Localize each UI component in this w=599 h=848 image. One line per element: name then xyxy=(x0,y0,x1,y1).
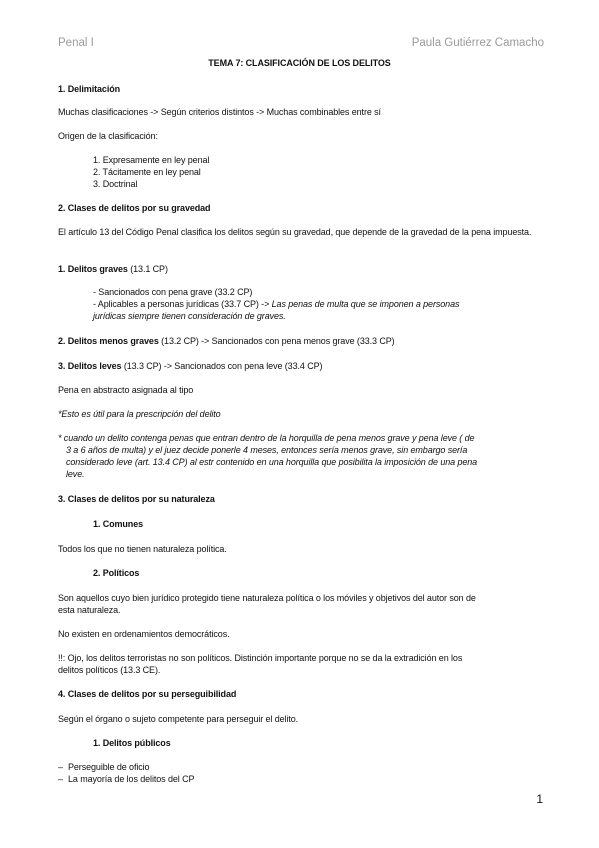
public-crimes-item-1 xyxy=(58,761,149,774)
section-2-paragraph-1: El artículo 13 del Código Penal clasifica los delitos según su gravedad, que depende de la gravedad de la pena impuesta. xyxy=(58,227,532,237)
common-crimes-paragraph: Todos los que no tienen naturaleza política. xyxy=(58,544,227,554)
common-crimes-subheading xyxy=(93,518,143,531)
origin-list-item-3: 3. Doctrinal xyxy=(93,179,138,189)
minor-crimes-label: 3. Delitos leves xyxy=(58,361,122,371)
grave-crimes-point-b xyxy=(93,298,459,311)
political-crimes-paragraph-line-1: Son aquellos cuyo bien jurídico protegido tiene naturaleza política o los móviles y objetivos del autor son de xyxy=(58,593,476,603)
less-grave-crimes-text: (13.2 CP) -> Sancionados con pena menos grave (33.3 CP) xyxy=(158,336,395,346)
minor-crimes-text: (13.3 CP) -> Sancionados con pena leve (33.4 CP) xyxy=(121,361,323,371)
section-2-paragraph-2: Pena en abstracto asignada al tipo xyxy=(58,385,194,395)
document-title: TEMA 7: CLASIFICACIÓN DE LOS DELITOS xyxy=(208,58,391,68)
page-number: 1 xyxy=(536,792,543,806)
header-course: Penal I xyxy=(58,37,94,49)
grave-crimes-reference: (13.1 CP) xyxy=(127,264,168,274)
section-4-heading: 4. Clases de delitos por su perseguibilidad xyxy=(58,689,237,699)
note-penalty-line-4: leve. xyxy=(66,469,85,479)
origin-list-item-1: 1. Expresamente en ley penal xyxy=(93,155,210,165)
grave-crimes-point-a: - Sancionados con pena grave (33.2 CP) xyxy=(93,287,253,297)
header-author: Paula Gutiérrez Camacho xyxy=(411,37,544,49)
note-penalty-line-2: 3 a 6 años de multa) y el juez decide ponerle 4 meses, entonces sería menos grave, sin embargo sería xyxy=(66,445,468,455)
note-penalty-line-1: * cuando un delito contenga penas que entran dentro de la horquilla de pena menos grave y pena leve ( de xyxy=(58,433,475,443)
public-crimes-item-2-text: La mayoría de los delitos del CP xyxy=(68,774,195,784)
section-1-heading: 1. Delimitación xyxy=(58,84,121,94)
note-prescription: *Esto es útil para la prescripción del delito xyxy=(58,409,221,419)
political-crimes-label: 2. Políticos xyxy=(93,568,140,578)
note-penalty-line-3: considerado leve (art. 13.4 CP) al estr contenido en una horquilla que posibilita la imposición de una pena xyxy=(66,457,478,467)
public-crimes-subheading xyxy=(93,737,171,750)
section-1-paragraph-2: Origen de la clasificación: xyxy=(58,131,158,141)
less-grave-crimes xyxy=(58,335,395,348)
section-1-paragraph-1: Muchas clasificaciones -> Según criterios distintos -> Muchas combinables entre sí xyxy=(58,107,381,117)
public-crimes-label: 1. Delitos públicos xyxy=(93,738,171,748)
political-crimes-subheading xyxy=(93,567,139,580)
terrorism-note-line-2: delitos políticos (13.3 CE). xyxy=(58,665,161,675)
grave-crimes-point-b-italic: Las penas de multa que se imponen a personas xyxy=(271,299,460,309)
section-4-paragraph: Según el órgano o sujeto competente para perseguir el delito. xyxy=(58,714,299,724)
public-crimes-item-2 xyxy=(58,773,194,786)
origin-list-item-2: 2. Tácitamente en ley penal xyxy=(93,167,201,177)
grave-crimes-point-b-italic-cont: jurídicas siempre tienen consideración de graves. xyxy=(93,311,286,321)
less-grave-crimes-label: 2. Delitos menos graves xyxy=(58,336,159,346)
bullet-dash-icon: – xyxy=(58,774,63,784)
common-crimes-label: 1. Comunes xyxy=(93,519,144,529)
grave-crimes-label: 1. Delitos graves xyxy=(58,264,128,274)
democracy-note: No existen en ordenamientos democráticos. xyxy=(58,629,230,639)
minor-crimes xyxy=(58,360,322,373)
political-crimes-paragraph-line-2: esta naturaleza. xyxy=(58,605,121,615)
public-crimes-item-1-text: Perseguible de oficio xyxy=(68,762,150,772)
section-2-heading: 2. Clases de delitos por su gravedad xyxy=(58,203,211,213)
section-3-heading: 3. Clases de delitos por su naturaleza xyxy=(58,494,215,504)
terrorism-note-line-1: !!: Ojo, los delitos terroristas no son políticos. Distinción importante porque no se da la extradición en los xyxy=(58,653,463,663)
grave-crimes-heading xyxy=(58,263,168,276)
grave-crimes-point-b-text: - Aplicables a personas jurídicas (33.7 CP) -> xyxy=(93,299,272,309)
bullet-dash-icon: – xyxy=(58,762,63,772)
